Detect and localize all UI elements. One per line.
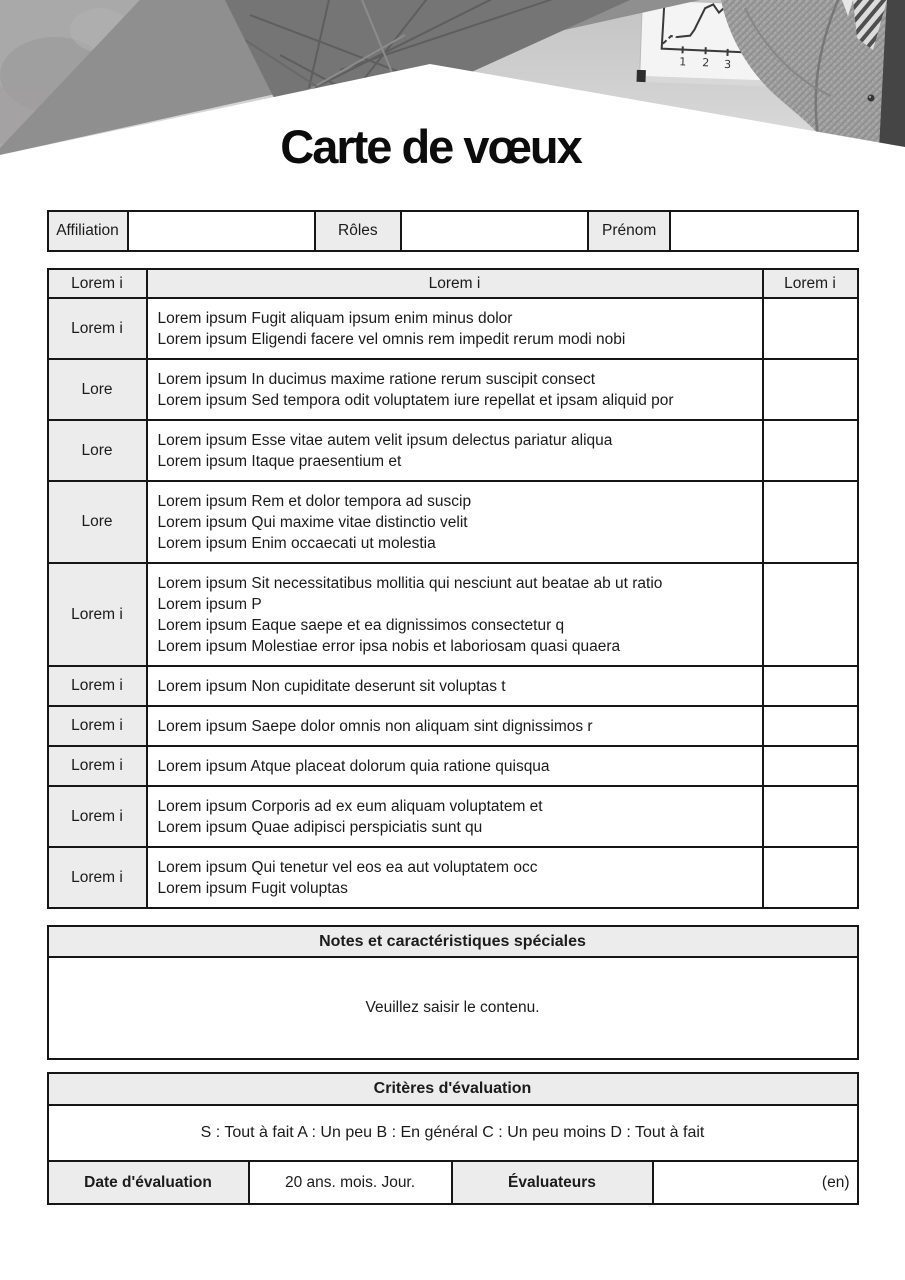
row-label: Lorem i — [48, 786, 147, 847]
row-label: Lorem i — [48, 666, 147, 706]
prenom-field[interactable] — [671, 212, 856, 250]
roles-field[interactable] — [402, 212, 589, 250]
row-value[interactable] — [763, 563, 858, 666]
evaluation-criteria: S : Tout à fait A : Un peu B : En général C : Un peu moins D : Tout à fait — [49, 1106, 857, 1162]
row-content: Lorem ipsum Fugit aliquam ipsum enim minus dolor Lorem ipsum Eligendi facere vel omnis rem impedit rerum modi nobi — [147, 298, 763, 359]
row-value[interactable] — [763, 298, 858, 359]
table-row — [48, 847, 858, 908]
notes-title: Notes et caractéristiques spéciales — [49, 927, 857, 958]
table-row — [48, 786, 858, 847]
row-label: Lorem i — [48, 298, 147, 359]
table-row — [48, 420, 858, 481]
row-content: Lorem ipsum Rem et dolor tempora ad suscip Lorem ipsum Qui maxime vitae distinctio velit Lorem ipsum Enim occaecati ut molestia — [147, 481, 763, 563]
table-row — [48, 359, 858, 420]
row-content: Lorem ipsum Non cupiditate deserunt sit voluptas t — [147, 666, 763, 706]
tick-label-3: 3 — [723, 57, 732, 72]
table-row — [48, 706, 858, 746]
table-row — [48, 298, 858, 359]
evaluators-field[interactable]: (en) — [654, 1162, 857, 1203]
column-header-label: Lorem i — [48, 269, 147, 298]
roles-label: Rôles — [316, 212, 402, 250]
row-value[interactable] — [763, 481, 858, 563]
row-label: Lore — [48, 420, 147, 481]
page-title: Carte de vœux — [280, 120, 581, 173]
row-value[interactable] — [763, 420, 858, 481]
evaluation-date-field[interactable]: 20 ans. mois. Jour. — [250, 1162, 453, 1203]
tick-label-1: 1 — [679, 55, 687, 69]
affiliation-label: Affiliation — [49, 212, 129, 250]
table-row — [48, 666, 858, 706]
row-content: Lorem ipsum Esse vitae autem velit ipsum delectus pariatur aliqua Lorem ipsum Itaque praesentium et — [147, 420, 763, 481]
evaluation-footer — [49, 1162, 857, 1203]
notes-content[interactable]: Veuillez saisir le contenu. — [49, 958, 857, 1058]
row-content: Lorem ipsum In ducimus maxime ratione rerum suscipit consect Lorem ipsum Sed tempora odit voluptatem iure repellat et ipsam aliquid por — [147, 359, 763, 420]
row-value[interactable] — [763, 746, 858, 786]
row-value[interactable] — [763, 847, 858, 908]
column-header-content: Lorem i — [147, 269, 763, 298]
row-label: Lorem i — [48, 746, 147, 786]
row-label: Lorem i — [48, 706, 147, 746]
table-row — [48, 481, 858, 563]
main-table — [47, 268, 859, 909]
row-content: Lorem ipsum Sit necessitatibus mollitia qui nesciunt aut beatae ab ut ratio Lorem ipsum P Lorem ipsum Eaque saepe et ea dignissimos consectetur q Lorem ipsum Molestiae error ipsa nobis et laboriosam quasi quaera — [147, 563, 763, 666]
affiliation-field[interactable] — [129, 212, 316, 250]
row-label: Lore — [48, 359, 147, 420]
row-value[interactable] — [763, 666, 858, 706]
table-row — [48, 746, 858, 786]
notes-section — [47, 925, 859, 1060]
row-label: Lorem i — [48, 563, 147, 666]
info-bar — [47, 210, 859, 252]
row-content: Lorem ipsum Atque placeat dolorum quia ratione quisqua — [147, 746, 763, 786]
evaluation-section — [47, 1072, 859, 1205]
evaluators-label: Évaluateurs — [453, 1162, 654, 1203]
tick-label-2: 2 — [701, 56, 710, 70]
evaluation-title: Critères d'évaluation — [49, 1074, 857, 1106]
header-banner — [0, 0, 905, 200]
row-label: Lore — [48, 481, 147, 563]
row-content: Lorem ipsum Qui tenetur vel eos ea aut voluptatem occ Lorem ipsum Fugit voluptas — [147, 847, 763, 908]
table-row — [48, 563, 858, 666]
row-content: Lorem ipsum Corporis ad ex eum aliquam voluptatem et Lorem ipsum Quae adipisci perspiciatis sunt qu — [147, 786, 763, 847]
row-value[interactable] — [763, 706, 858, 746]
table-header-row — [48, 269, 858, 298]
row-value[interactable] — [763, 359, 858, 420]
column-header-value: Lorem i — [763, 269, 858, 298]
row-label: Lorem i — [48, 847, 147, 908]
row-value[interactable] — [763, 786, 858, 847]
evaluation-date-label: Date d'évaluation — [49, 1162, 250, 1203]
prenom-label: Prénom — [589, 212, 671, 250]
row-content: Lorem ipsum Saepe dolor omnis non aliquam sint dignissimos r — [147, 706, 763, 746]
